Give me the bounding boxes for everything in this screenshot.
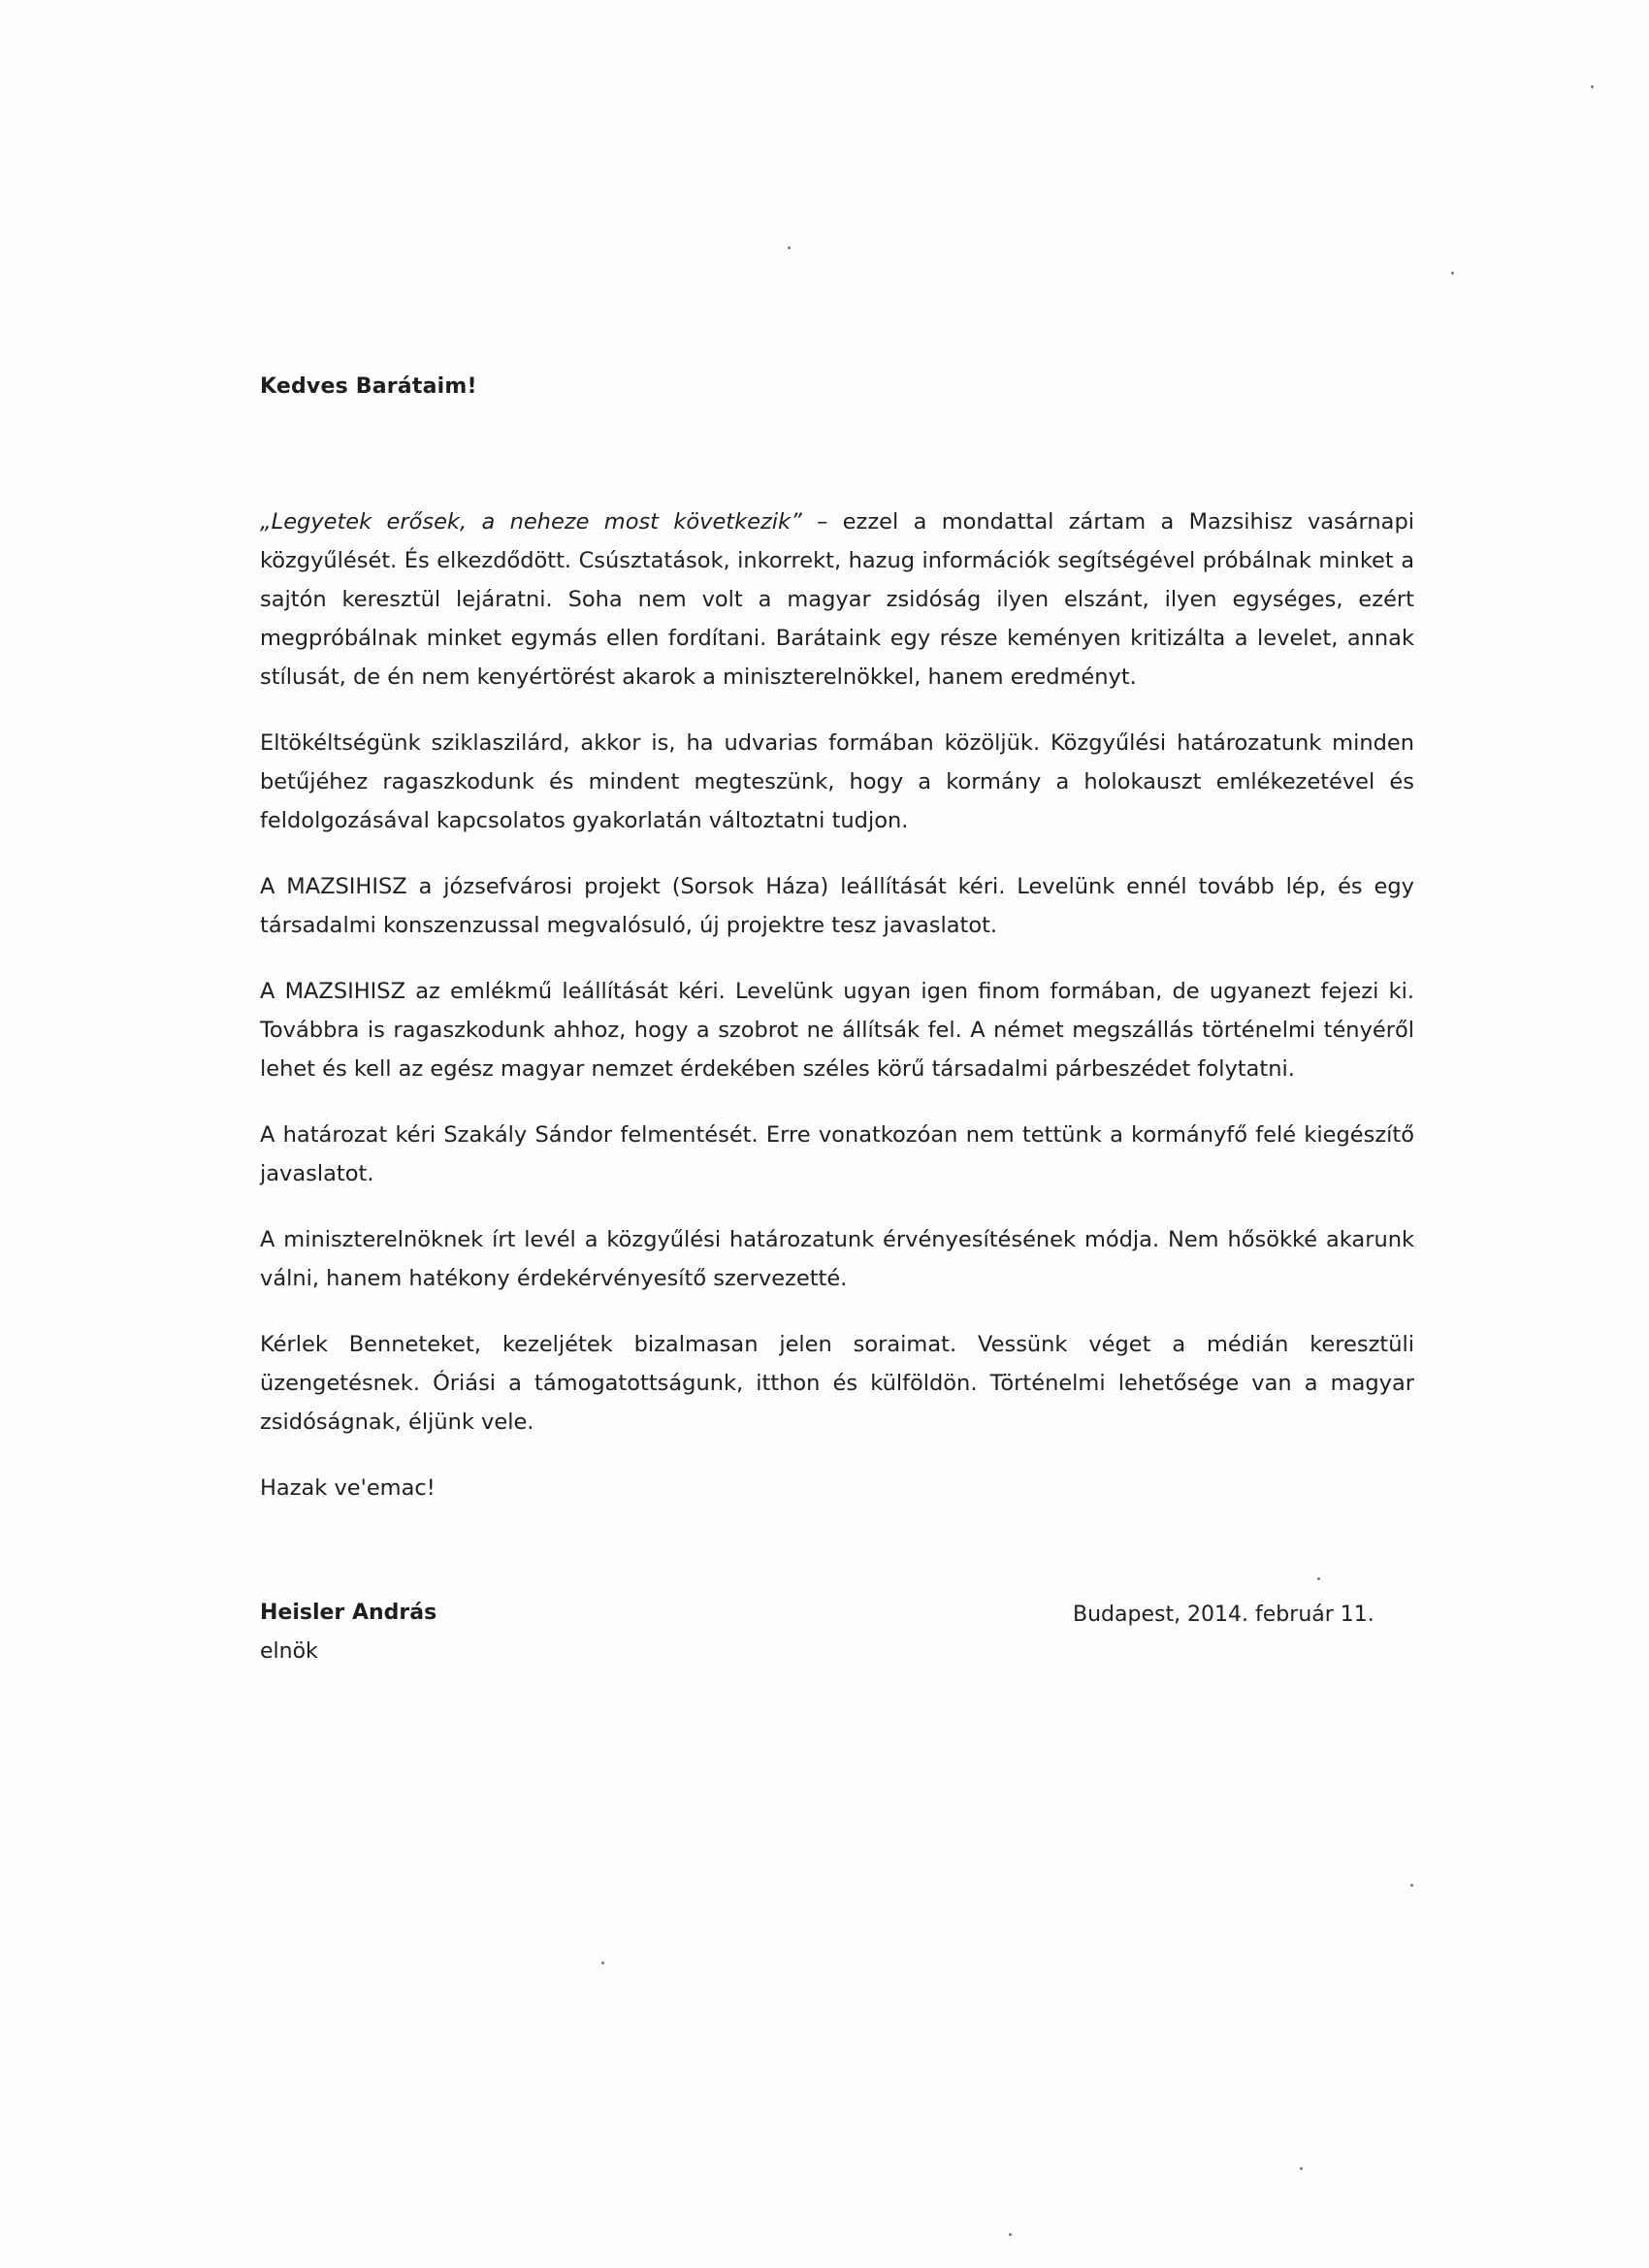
scan-speck <box>1591 85 1594 88</box>
paragraph-1 <box>260 502 1414 697</box>
paragraph-7: Kérlek Benneteket, kezeljétek bizalmasan jelen soraimat. Vessünk véget a médián keresztüli üzengetésnek. Óriási a támogatottságunk, itthon és külföldön. Történelmi lehetősége van a magyar zsidóságnak, éljünk vele. <box>260 1332 1414 1435</box>
paragraph-1-text: – ezzel a mondattal zártam a Mazsihisz vasárnapi közgyűlését. És elkezdődött. Csúsztatások, inkorrekt, hazug információk segítségével próbálnak minket a sajtón keresztül lejáratni. Soha nem volt a magyar zsidóság ilyen elszánt, ilyen egységes, ezért megpróbálnak minket egymás ellen fordítani. Barátaink egy része keményen kritizálta a levelet, annak stílusát, de én nem kenyértörést akarok a miniszterelnökkel, hanem eredményt. <box>260 509 1414 690</box>
opening-quote: „Legyetek erősek, a neheze most következik” <box>260 509 802 535</box>
place-date: Budapest, 2014. február 11. <box>1073 1603 1374 1627</box>
scan-speck <box>1451 272 1454 275</box>
scan-speck <box>1009 2233 1012 2236</box>
paragraph-2: Eltökéltségünk sziklaszilárd, akkor is, ha udvarias formában közöljük. Közgyűlési határozatunk minden betűjéhez ragaszkodunk és mindent megteszünk, hogy a kormány a holokauszt emlékezetével és feldolgozásával kapcsolatos gyakorlatán változtatni tudjon. <box>260 730 1414 833</box>
scan-speck <box>788 246 791 249</box>
paragraph-6: A miniszterelnöknek írt levél a közgyűlési határozatunk érvényesítésének módja. Nem hősökké akarunk válni, hanem hatékony érdekérvényesítő szervezetté. <box>260 1227 1414 1291</box>
letter-body <box>260 502 1414 1535</box>
scan-speck <box>601 1961 604 1964</box>
paragraph-5: A határozat kéri Szakály Sándor felmentését. Erre vonatkozóan nem tettünk a kormányfő felé kiegészítő javaslatot. <box>260 1122 1414 1186</box>
signer-name: Heisler András <box>260 1601 437 1625</box>
scan-speck <box>1410 1884 1413 1887</box>
scan-speck <box>1300 2167 1303 2170</box>
paragraph-4: A MAZSIHISZ az emlékmű leállítását kéri. Levelünk ugyan igen finom formában, de ugyanezt fejezi ki. Továbbra is ragaszkodunk ahhoz, hogy a szobrot ne állítsák fel. A német megszállás történelmi tényéről lehet és kell az egész magyar nemzet érdekében széles körű társadalmi párbeszédet folytatni. <box>260 979 1414 1082</box>
closing-phrase: Hazak ve'emac! <box>260 1475 436 1501</box>
paragraph-3: A MAZSIHISZ a józsefvárosi projekt (Sorsok Háza) leállítását kéri. Levelünk ennél tovább lép, és egy társadalmi konszenzussal megvalósuló, új projektre tesz javaslatot. <box>260 874 1414 938</box>
scan-speck <box>1317 1577 1320 1580</box>
letter-greeting: Kedves Barátaim! <box>260 374 477 399</box>
signer-title: elnök <box>260 1639 318 1664</box>
